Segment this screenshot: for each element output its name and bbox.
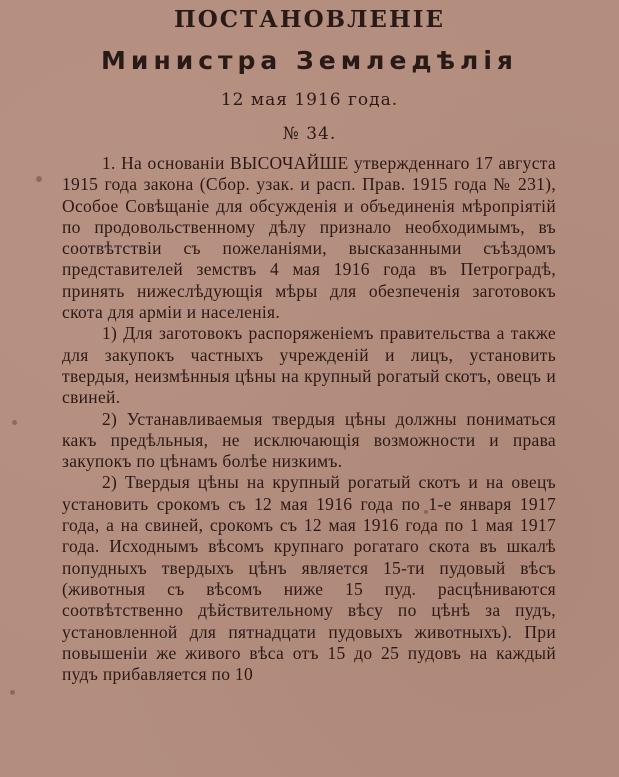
document-subtitle: Министра Земледѣлія [101,46,518,75]
paragraph-3: 2) Устанавливаемыя твердыя цѣны должны пониматься какъ предѣльныя, не исключающія возможности и права закупокъ по цѣнамъ болѣе низкимъ. [62,408,556,472]
document-date: 12 мая 1916 года. [220,90,399,110]
paragraph-4: 2) Твердыя цѣны на крупный рогатый скотъ и на овецъ установить срокомъ съ 12 мая 1916 года по 1-е января 1917 года, а на свиней, срокомъ съ 12 мая 1916 года по 1 мая 1917 года. Исходнымъ вѣсомъ крупнаго рогатаго скота въ шкалѣ попудныхъ твердыхъ цѣнъ является 15-ти пудовый вѣсъ (животныя съ вѣсомъ ниже 15 пуд. расцѣниваются соотвѣтственно дѣйствительному вѣсу по цѣнѣ за пудъ, установленной для пятнадцати пудовыхъ животныхъ). При повышеніи же живого вѣса отъ 15 до 25 пудовъ на каждый пудъ прибавляется по 10 [62,472,556,685]
ink-blot [10,690,15,695]
document-title: ПОСТАНОВЛЕНІЕ [173,6,445,33]
ink-blot [36,176,42,182]
ink-blot [12,420,17,425]
paragraph-1: 1. На основаніи ВЫСОЧАЙШЕ утвержденнаго 17 августа 1915 года закона (Сбор. узак. и расп. Прав. 1915 года № 231), Особое Совѣщаніе для обсужденія и объединенія мѣропріятій по продовольственному дѣлу признало необходимымъ, въ соотвѣтствіи съ пожеланіями, высказанными съѣздомъ представителей земствъ 4 мая 1916 года въ Петроградѣ, принять нижеслѣдующія мѣры для обезпеченія заготовокъ скота для арміи и населенія. [62,153,556,323]
document-body [62,153,556,685]
document-number: № 34. [282,124,337,144]
ink-blot [424,510,428,514]
paragraph-2: 1) Для заготовокъ распоряженіемъ правительства а также для закупокъ частныхъ учрежденій и лицъ, установить твердыя, неизмѣнныя цѣны на крупный рогатый скотъ, овецъ и свиней. [62,323,556,408]
